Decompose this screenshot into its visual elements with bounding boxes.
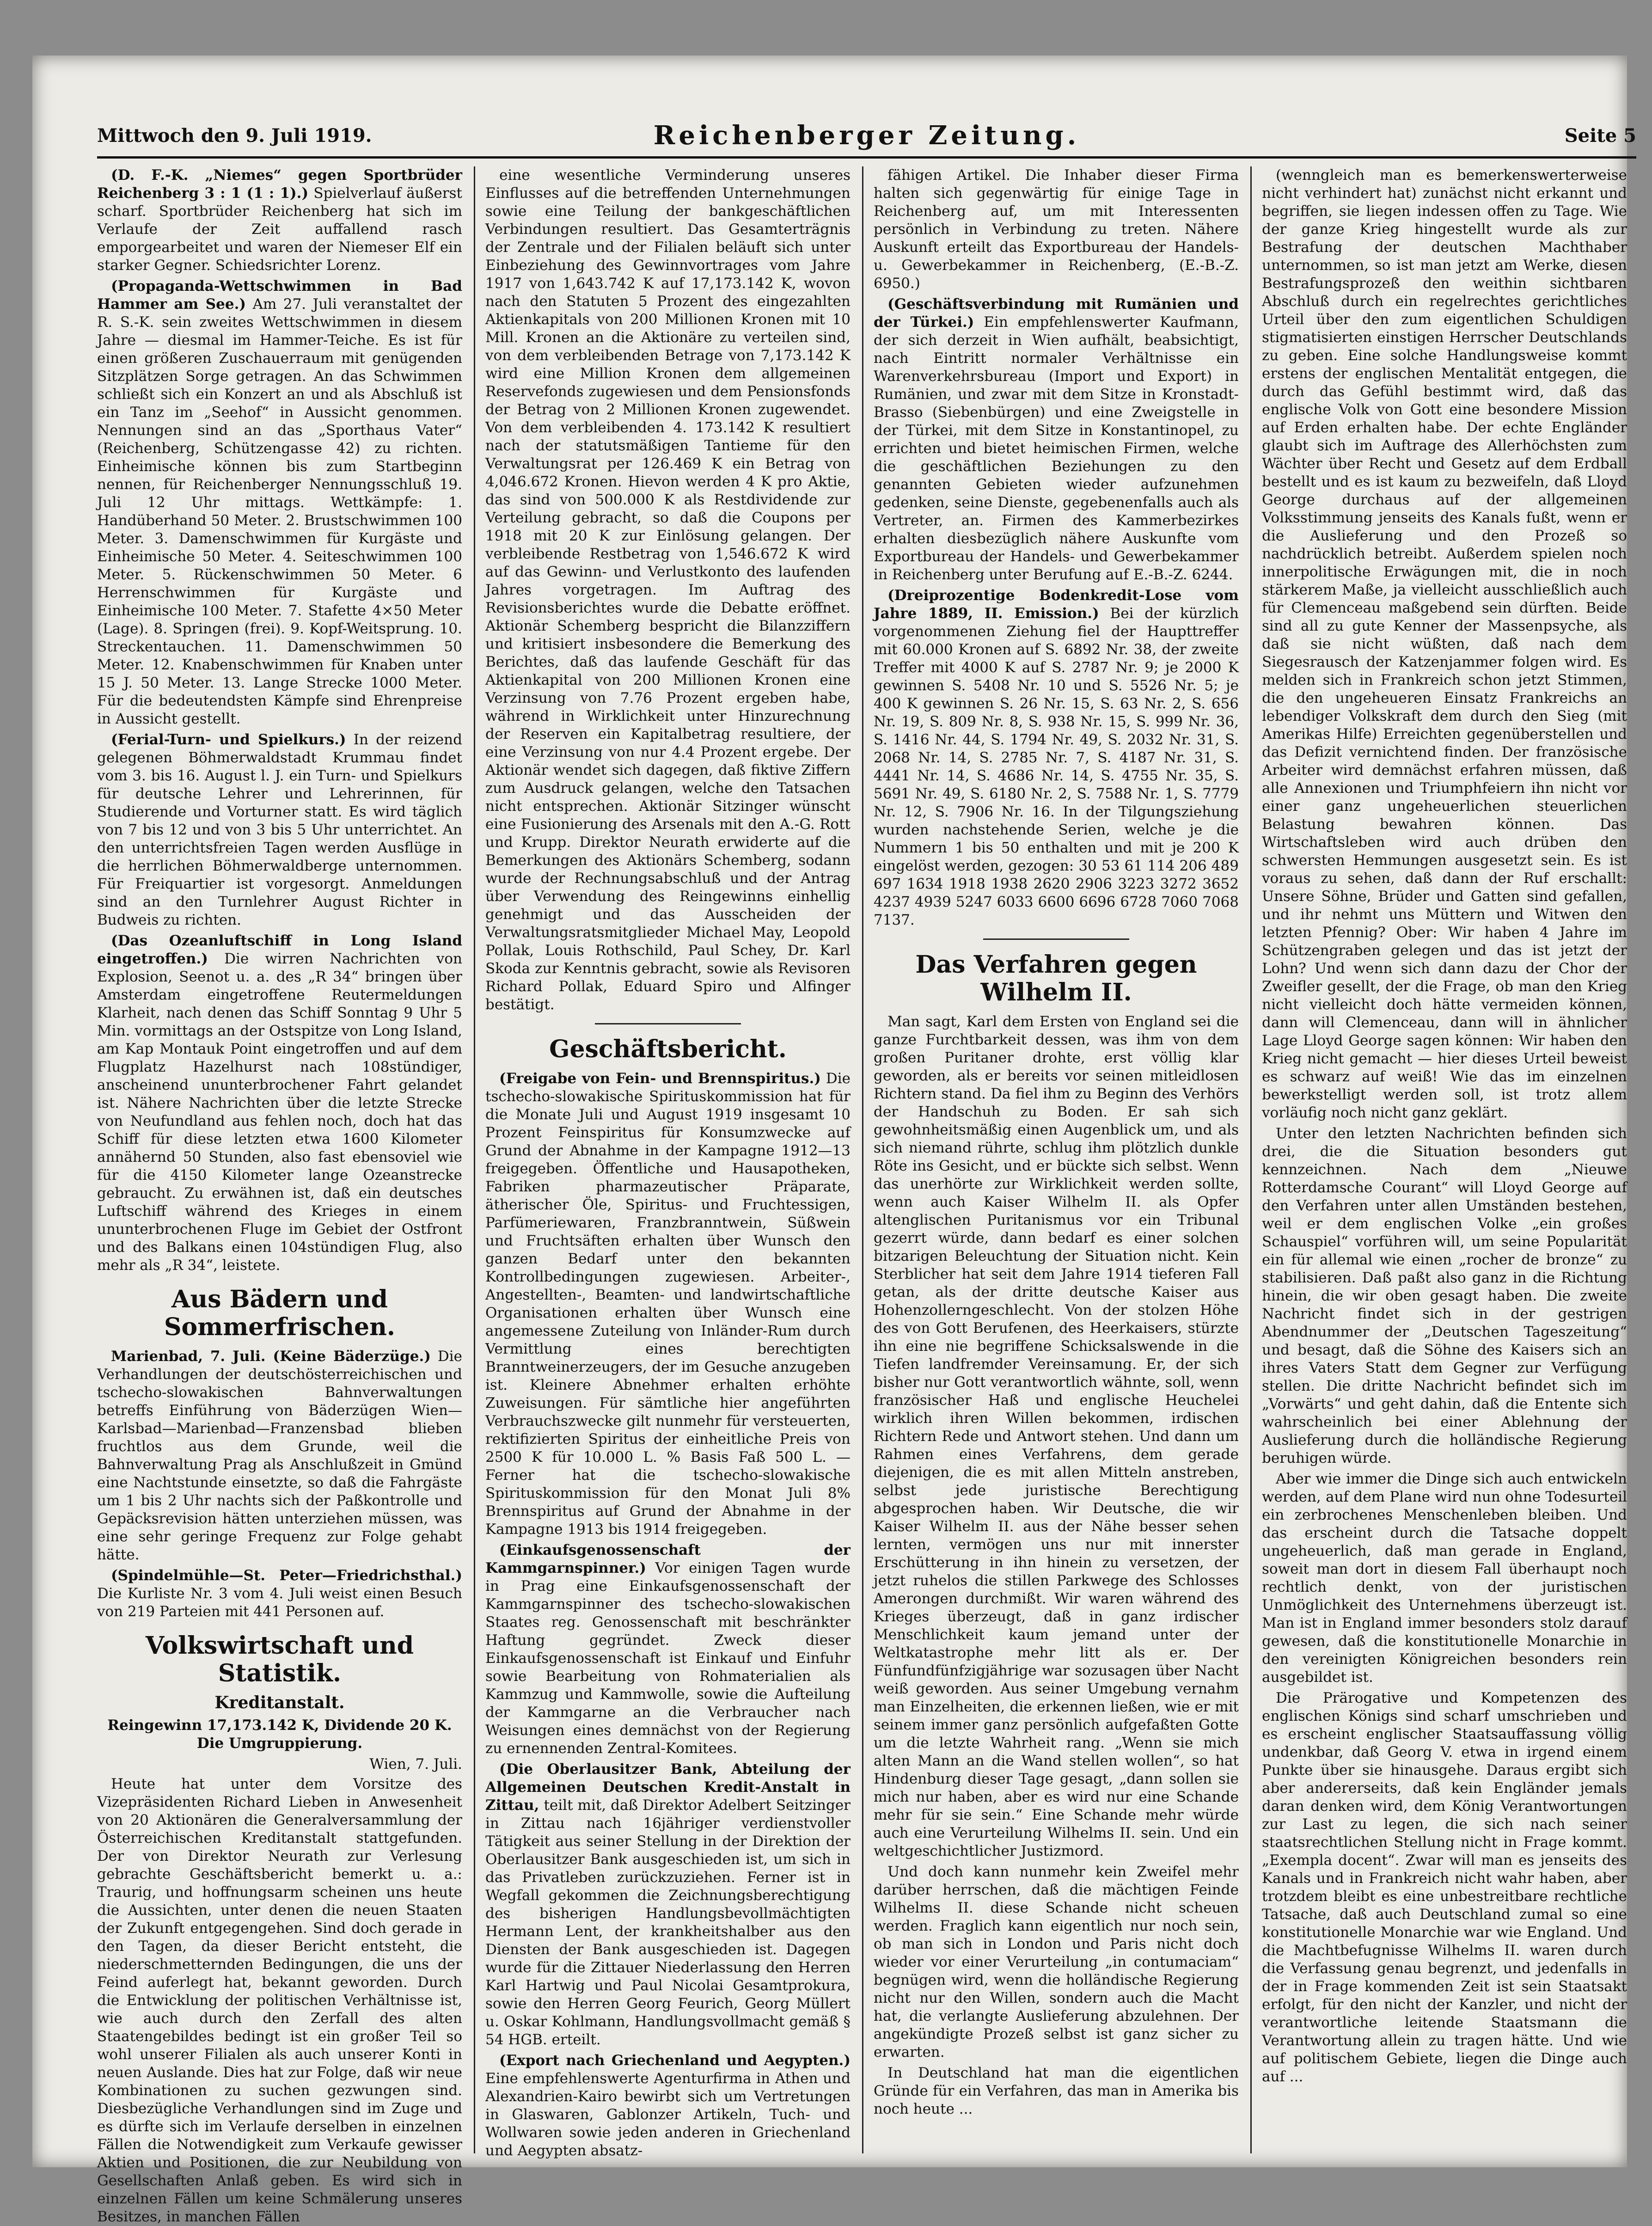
article-lead: (Spindelmühle—St. Peter—Friedrichsthal.) xyxy=(111,1567,462,1584)
masthead xyxy=(97,120,1636,153)
column-3 xyxy=(874,166,1239,2153)
article-lead: (Die Oberlausitzer Bank, Abteilung der Allgemeinen Deutschen Kredit-Anstalt in Zittau, xyxy=(485,1761,850,1814)
column-4 xyxy=(1262,166,1627,2153)
article-lead: (Geschäftsverbindung mit Rumänien und der Türkei.) xyxy=(874,296,1239,331)
article-wilhelm-p7: Die Prärogative und Kompetenzen des englischen Königs sind scharf umschrieben und es erscheint englischer Staatsauffassung völlig undenkbar, daß Georg V. etwa in irgend einem Punkte über sie hinausgehe. Daraus ergibt sich aber andererseits, daß kein Engländer jemals daran denken wird, dem König Verantwortungen zur Last zu legen, die sich nach seiner staatsrechtlichen Stellung nicht in Frage kommt. „Exempla docent“. Zwar will man es jenseits des Kanals und in Frankreich nicht wahr haben, aber trotzdem bleibt es eine unbestreitbare rechtliche Tatsache, daß auch Deutschland zumal so eine konstitutionelle Monarchie war wie England. Und die Machtbefugnisse Wilhelms II. waren durch die Verfassung genau begrenzt, und jedenfalls in der in Frage kommenden Zeit ist sein Staatsakt erfolgt, für den nicht der Kanzler, und nicht der verantwortliche leitende Staatsmann die Verantwortung allein zu tragen hätte. Und wie auf politischem Gebiete, liegen die Dinge auch auf ... xyxy=(1262,1690,1627,2085)
newspaper-page xyxy=(32,55,1636,2225)
article-body: Die Verhandlungen der deutschösterreichischen und tschecho-slowakischen Bahnverwaltungen betreffs Einführung von Bäderzügen Wien—Karlsbad—Marienbad—Franzensbad blieben fruchtlos aus dem Grunde, weil die Bahnverwaltung Prag als Anschlußzeit in Gmünd eine Nachtstunde einsetzte, so daß die Fahrgäste um 1 bis 2 Uhr nachts sich der Paßkontrolle und Gepäcksrevision hätten unterziehen müssen, was eine sehr geringe Frequenz zur Folge gehabt hätte. xyxy=(97,1348,462,1563)
article-body: Die tschecho-slowakische Spirituskommission hat für die Monate Juli und August 1919 insgesamt 10 Prozent Feinspiritus für Konsumzwecke auf Grund der Abnahme in der Kampagne 1912—13 freigegeben. Öffentliche und Hausapotheken, Fabriken pharmazeutischer Präparate, ätherischer Öle, Spiritus- und Fruchtessigen, Parfümeriewaren, Franzbranntwein, Süßwein und Fruchtsäften erhalten über Wunsch den ganzen Bedarf unter den bekannten Kontrollbedingungen zugewiesen. Arbeiter-, Angestellten-, Beamten- und landwirtschaftliche Organisationen erhalten über Wunsch eine angemessene Zuteilung von Inländer-Rum durch Vermittlung eines berechtigten Branntweinerzeugers, der im Gesuche anzugeben ist. Kleinere Abnehmer erhalten erhöhte Zuweisungen. Für sämtliche hier angeführten Verbrauchszwecke gilt nunmehr für versteuerten, rektifizierten Spiritus der einheitliche Preis von 2500 K für 10.000 L. % Basis Faß 500 L. — Ferner hat die tschecho-slowakische Spirituskommission für den Monat Juli 8% Brennspiritus auf Grund der Abnahme in der Kampagne 1913 bis 1914 freigegeben. xyxy=(485,1070,850,1538)
article-lead: Marienbad, 7. Juli. (Keine Bäderzüge.) xyxy=(111,1348,431,1365)
article-lead: (Ferial-Turn- und Spielkurs.) xyxy=(111,731,346,748)
article-body: Eine empfehlenswerte Agenturfirma in Athen und Alexandrien-Kairo bewirbt sich um Vertretungen in Glaswaren, Gablonzer Artikeln, Tuch- und Wollwaren sowie jeden anderen in Griechenland und Aegypten absatz- xyxy=(485,2070,850,2159)
section-heading-wilhelm: Das Verfahren gegen Wilhelm II. xyxy=(915,950,1197,1006)
article-spiritus xyxy=(485,1070,850,1539)
article-wilhelm-p3: In Deutschland hat man die eigentlichen Gründe für ein Verfahren, das man in Amerika bis noch heute ... xyxy=(874,2065,1239,2117)
header-rule xyxy=(97,156,1636,159)
article-lead: (Freigabe von Fein- und Brennspiritus.) xyxy=(499,1070,821,1087)
article-wilhelm-p4: (wenngleich man es bemerkenswerterweise nicht verhindert hat) zunächst nicht erkannt und begriffen, sie liegen indessen offen zu Tage. Wie der ganze Krieg hingestellt wurde als zur Bestrafung der deutschen Machthaber unternommen, so ist man jetzt am Werke, diesen Bestrafungsprozeß den weithin sichtbaren Abschluß durch ein regelrechtes gerichtliches Urteil über den zum eigentlichen Schuldigen stigmatisierten einstigen Herrscher Deutschlands zu geben. Eine solche Handlungsweise kommt erstens der englischen Mentalität entgegen, die durch das Gefühl bestimmt wird, daß das englische Volk von Gott eine besondere Mission auf Erden erhalten habe. Der echte Engländer glaubt sich im Auftrage des Allerhöchsten zum Wächter über Recht und Gesetz auf dem Erdball bestellt und es ist kaum zu bezweifeln, daß Lloyd George durchaus auf der allgemeinen Volksstimmung jenseits des Kanals fußt, wenn er die Auslieferung und den Prozeß so nachdrücklich betreibt. Außerdem spielen noch innerpolitische Erwägungen mit, die in noch stärkerem Maße, ja vielleicht ausschließlich auch für Clemenceau maßgebend sein dürften. Beide sind all zu gute Kenner der Massenpsyche, als daß sie nicht wüßten, daß nach dem Siegesrausch der Katzenjammer folgen wird. Es melden sich in Frankreich schon jetzt Stimmen, die den ungeheueren Einsatz Frankreichs an lebendiger Volkskraft dem durch den Sieg (mit Amerikas Hilfe) Erreichten gegenüberstellen und das Defizit vernichtend finden. Der französische Arbeiter wird demnächst erfahren müssen, daß alle Annexionen und Triumphfeiern ihn nicht vor einer ganz ungeheuerlichen steuerlichen Belastung bewahren können. Das Wirtschaftsleben wird auch drüben den schwersten Hemmungen ausgesetzt sein. Es ist voraus zu sehen, daß dann der Ruf erschallt: Unsere Söhne, Brüder und Gatten sind gefallen, und ihr nehmt uns Müttern und Witwen den letzten Pfennig? Ober: Wir haben 4 Jahre im Schützengraben gelegen und das ist jetzt der Lohn? Und wenn sich dann dazu der Chor der Zweifler gesellt, der die Frage, ob man den Krieg nicht vielleicht doch hätte vermeiden können, dann will Clemenceau, dann will in ähnlicher Lage Lloyd George sagen können: Wir haben den Krieg nicht gemacht — hier dieses Urteil beweist es schwarz auf weiß! Wie das im einzelnen bewerkstelligt werden soll, ist trotz allem vorläufig noch nicht ganz geklärt. xyxy=(1262,167,1627,1121)
section-heading-baeder: Aus Bädern und Sommerfrischen. xyxy=(164,1285,396,1341)
article-export xyxy=(485,2052,850,2160)
article-body: Am 27. Juli veranstaltet der R. S.-K. sein zweites Wettschwimmen in diesem Jahre — diesmal im Hammer-Teiche. Es ist für einen größeren Zuschauerraum mit genügenden Sitzplätzen Sorge getragen. An das Schwimmen schließt sich ein Konzert an und als Abschluß ist ein Tanz im „Seehof“ in Aussicht genommen. Nennungen sind an das „Sporthaus Vater“ (Reichenberg, Schützengasse 42) zu richten. Einheimische können bis zum Startbeginn nennen, für Reichenberger Nennungsschluß 19. Juli 12 Uhr mittags. Wettkämpfe: 1. Handüberhand 50 Meter. 2. Brustschwimmen 100 Meter. 3. Damenschwimmen für Kurgäste und Einheimische 50 Meter. 4. Seiteschwimmen 100 Meter. 5. Rückenschwimmen 50 Meter. 6 Herrenschwimmen für Kurgäste und Einheimische 100 Meter. 7. Stafette 4×50 Meter (Lage). 8. Springen (frei). 9. Kopf-Weitsprung. 10. Streckentauchen. 11. Damenschwimmen 50 Meter. 12. Knabenschwimmen für Knaben unter 15 J. 50 Meter. 13. Lange Strecke 1000 Meter. Für die bedeutendsten Kämpfe sind Ehrenpreise in Aussicht gestellt. xyxy=(97,296,462,727)
section-heading-volkswirtschaft: Volkswirtschaft und Statistik. xyxy=(145,1631,414,1687)
column-rule xyxy=(474,166,475,2153)
article-body: Die Kurliste Nr. 3 vom 4. Juli weist einen Besuch von 219 Parteien mit 441 Personen auf. xyxy=(97,1585,462,1620)
article-body: Bei der kürzlich vorgenommenen Ziehung fiel der Haupttreffer mit 60.000 Kronen auf S. 6892 Nr. 38, der zweite Treffer mit 4000 K auf S. 2787 Nr. 9; je 2000 K gewinnen S. 5408 Nr. 10 und S. 5526 Nr. 5; je 400 K gewinnen S. 26 Nr. 15, S. 63 Nr. 2, S. 656 Nr. 19, S. 809 Nr. 8, S. 938 Nr. 15, S. 999 Nr. 36, S. 1416 Nr. 44, S. 1794 Nr. 49, S. 2032 Nr. 31, S. 2068 Nr. 14, S. 2785 Nr. 7, S. 4187 Nr. 31, S. 4441 Nr. 14, S. 4686 Nr. 14, S. 4755 Nr. 35, S. 5691 Nr. 49, S. 6180 Nr. 2, S. 7588 Nr. 1, S. 7779 Nr. 12, S. 7906 Nr. 16. In der Tilgungsziehung wurden nachstehende Serien, welche je die Nummern 1 bis 50 enthalten und mit je 200 K eingelöst werden, gezogen: 30 53 61 114 206 489 697 1634 1918 1938 2620 2906 3223 3272 3652 4237 4939 5247 6033 6600 6696 6728 7060 7068 7137. xyxy=(874,605,1239,928)
column-rule xyxy=(862,166,863,2153)
article-ferialkurs xyxy=(97,731,462,929)
article-body: Spielverlauf äußerst scharf. Sportbrüder Reichenberg hat sich im Verlaufe der Zeit auffallend rasch emporgearbeitet und waren der Niemeser Elf ein starker Gegner. Schiedsrichter Lorenz. xyxy=(97,185,462,274)
section-divider xyxy=(595,1023,741,1024)
article-wilhelm-p5: Unter den letzten Nachrichten befinden sich drei, die die Situation besonders gut kennzeichnen. Nach dem „Nieuwe Rotterdamsche Courant“ will Lloyd George auf den Verfahren unter allen Umständen bestehen, weil er dem englischen Volke „ein großes Schauspiel“ vorführen will, um seine Popularität ein für allemal wie einen „rocher de bronze“ zu stabilisieren. Daß paßt also ganz in die Richtung hinein, die wir oben gesagt haben. Die zweite Nachricht findet sich in der gestrigen Abendnummer der „Deutschen Tageszeitung“ und besagt, daß die Söhne des Kaisers sich an ihres Vaters Statt dem Gegner zur Verfügung stellen. Die dritte Nachricht befindet sich im „Vorwärts“ und geht dahin, daß die Entente sich wahrscheinlich bei einer Ablehnung der Auslieferung durch die holländische Regierung beruhigen würde. xyxy=(1262,1125,1627,1466)
section-heading-geschaeftsbericht: Geschäftsbericht. xyxy=(549,1035,787,1063)
article-lead: (Export nach Griechenland und Aegypten.) xyxy=(499,2052,850,2069)
article-body: Vor einigen Tagen wurde in Prag eine Einkaufsgenossenschaft der Kammgarnspinner des tschecho-slowakischen Staates reg. Genossenschaft mit beschränkter Haftung gegründet. Zweck dieser Einkaufsgenossenschaft ist Einkauf und Einfuhr sowie Bearbeitung von Rohmaterialien als Kammzug und Kammwolle, sowie die Aufteilung der Kammgarne an die Verbraucher nach Weisungen eines demnächst von der Regierung zu ernennenden Zentral-Komitees. xyxy=(485,1560,850,1757)
article-body: Ein empfehlenswerter Kaufmann, der sich derzeit in Wien aufhält, beabsichtigt, nach Eintritt normaler Verhältnisse ein Warenverkehrsbureau (Import und Export) in Rumänien, und zwar mit dem Sitze in Kronstadt-Brasso (Siebenbürgen) und eine Zweigstelle in der Türkei, mit dem Sitze in Konstantinopel, zu errichten und bietet heimischen Firmen, welche die geschäftlichen Beziehungen zu den genannten Gebieten wieder aufzunehmen gedenken, seine Dienste, gegebenenfalls auch als Vertreter, an. Firmen des Kammerbezirkes erhalten diesbezüglich nähere Auskunfte vom Exportbureau der Handels- und Gewerbekammer in Reichenberg unter Berufung auf E.-B.-Z. 6244. xyxy=(874,314,1239,583)
article-oberlausitzer-bank xyxy=(485,1760,850,2049)
article-kammgarn xyxy=(485,1541,850,1758)
article-lead: (Dreiprozentige Bodenkredit-Lose vom Jahre 1889, II. Emission.) xyxy=(874,587,1239,622)
article-lead: (Einkaufsgenossenschaft der Kammgarnspinner.) xyxy=(485,1542,850,1576)
column-rule xyxy=(1250,166,1252,2153)
column-2 xyxy=(485,166,850,2159)
article-sport-1 xyxy=(97,166,462,275)
article-export-continued: fähigen Artikel. Die Inhaber dieser Firma halten sich gegenwärtig für einige Tage in Reichenberg auf, um mit Interessenten persönlich in Verbindung zu treten. Nähere Auskunft erteilt das Exportbureau der Handels- u. Gewerbekammer in Reichenberg, (E.-B.-Z. 6950.) xyxy=(874,167,1239,292)
page-number: Seite 5 xyxy=(1564,125,1636,147)
article-lead: (Das Ozeanluftschiff in Long Island eingetroffen.) xyxy=(97,932,462,967)
section-divider xyxy=(983,938,1129,940)
dateline: Wien, 7. Juli. xyxy=(369,1756,462,1772)
newspaper-title: Reichenberger Zeitung. xyxy=(653,120,1080,151)
article-kredit-body: Heute hat unter dem Vorsitze des Vizepräsidenten Richard Lieben in Anwesenheit von 20 Aktionären die Generalversammlung der Österreichischen Kreditanstalt stattgefunden. Der von Direktor Neurath zur Verlesung gebrachte Geschäftsbericht bemerkt u. a.: Traurig, und hoffnungsarm scheinen uns heute die Aussichten, unter denen die neuen Staaten der Zukunft entgegengehen. Sind doch gerade in den Tagen, da dieser Bericht entsteht, die niederschmetternden Bedingungen, die uns der Feind auferlegt hat, bekannt geworden. Durch die Entwicklung der politischen Verhältnisse ist, wie auch durch den Zerfall des alten Staatengebildes bedingt ist ein großer Teil so wohl unserer Filialen als auch unserer Konti in neuen Auslande. Dies hat zur Folge, daß wir neue Kombinationen zu suchen gezwungen sind. Diesbezügliche Verhandlungen sind im Zuge und es dürfte sich im Verlaufe derselben in einzelnen Fällen die Notwendigkeit zum Verkaufe gewisser Aktien und Positionen, die zur Neubildung von Gesellschaften Anlaß geben. Es wird sich in einzelnen Fällen um keine Schmälerung unseres Besitzes, in manchen Fällen xyxy=(97,1776,462,2225)
article-kredit-lead: Reingewinn 17,173.142 K, Dividende 20 K. Die Umgruppierung. xyxy=(107,1717,452,1752)
article-lead: (Propaganda-Wettschwimmen in Bad Hammer am See.) xyxy=(97,278,462,313)
article-kredit-continued: eine wesentliche Verminderung unseres Einflusses auf die betreffenden Unternehmungen sowie eine Teilung der bankgeschäftlichen Verbindungen resultiert. Das Gesamterträgnis der Zentrale und der Filialen beläuft sich unter Einbeziehung des Gewinnvortrages vom Jahre 1917 von 1,643.742 K auf 17,173.142 K, wovon nach den Statuten 5 Prozent des eingezahlten Aktienkapitals von 200 Millionen Kronen mit 10 Mill. Kronen an die Aktionäre zu verteilen sind, von dem verbleibenden Betrage von 7,173.142 K wird eine Million Kronen dem allgemeinen Reservefonds zugewiesen und dem Pensionsfonds der Betrag von 2 Millionen Kronen zugewendet. Von dem verbleibenden 4. 173.142 K resultiert nach der statutsmäßigen Tantieme für den Verwaltungsrat per 126.469 K ein Betrag von 4,046.672 Kronen. Hievon werden 4 K pro Aktie, das sind von 500.000 K als Restdividende zur Verteilung gebracht, so daß die Coupons per 1918 mit 20 K zur Einlösung gelangen. Der verbleibende Restbetrag von 1,546.672 K wird auf das Gewinn- und Verlustkonto des laufenden Jahres vorgetragen. Im Auftrag des Revisionsberichtes wurde die Debatte eröffnet. Aktionär Schemberg bespricht die Bilanzziffern und kritisiert insbesondere die Bemerkung des Berichtes, daß das laufende Geschäft für das Aktienkapital von 200 Millionen Kronen eine Verzinsung von 7.76 Prozent ergeben habe, während in Wirklichkeit unter Hinzurechnung der Reserven ein Kapitalbetrag resultiere, der eine Verzinsung von nur 4.4 Prozent ergebe. Der Aktionär wendet sich dagegen, daß fiktive Ziffern zum Ausdruck gelangen, welche den Tatsachen nicht entsprechen. Aktionär Sitzinger wünscht eine Fusionierung des Arsenals mit den A.-G. Rott und Krupp. Direktor Neurath erwiderte auf die Bemerkungen des Aktionärs Schemberg, sodann wurde der Rechnungsabschluß und der Antrag über Verwendung des Reingewinns einhellig genehmigt und das Ausscheiden der Verwaltungsratsmitglieder Michael May, Leopold Pollak, Louis Rothschild, Paul Schey, Dr. Karl Skoda zur Kenntnis gebracht, sowie als Revisoren Richard Pollak, Eduard Spiro und Alfinger bestätigt. xyxy=(485,167,850,1013)
article-lead: (D. F.-K. „Niemes“ gegen Sportbrüder Reichenberg 3 : 1 (1 : 1).) xyxy=(97,167,462,202)
article-body: Die wirren Nachrichten von Explosion, Seenot u. a. des „R 34“ bringen über Amsterdam eingetroffene Reutermeldungen Klarheit, nach denen das Schiff Sonntag 9 Uhr 5 Min. vormittags an der Ostspitze von Long Island, am Kap Montauk Point eingetroffen und auf dem Flugplatz Hazelhurst nach 108stündiger, anscheinend ununterbrochener Fahrt gelandet ist. Nähere Nachrichten über die letzte Strecke von Neufundland aus fehlen noch, doch hat das Schiff für diese letzten etwa 1600 Kilometer annähernd 50 Stunden, also fast ebensoviel wie für die 4150 Kilometer lange Ozeanstrecke gebraucht. Zu erwähnen ist, daß ein deutsches Luftschiff während des Krieges in einem ununterbrochenen Fluge im Gebiet der Ostfront und des Balkans einen 104stündigen Flug, also mehr als „R 34“, leistete. xyxy=(97,950,463,1274)
issue-date: Mittwoch den 9. Juli 1919. xyxy=(97,125,372,147)
column-1 xyxy=(97,166,463,2225)
article-wilhelm-p1: Man sagt, Karl dem Ersten von England sei die ganze Furchtbarkeit dessen, was ihm von dem großen Puritaner drohte, erst völlig klar geworden, als er bereits vor seinen mitleidlosen Richtern stand. Da fiel ihm zu Beginn des Verhörs der Handschuh zu Boden. Er sah sich gewohnheitsmäßig einen Augenblick um, und als sich niemand rührte, schlug ihm plötzlich dunkle Röte ins Gesicht, und er bückte sich selbst. Wenn das unerhörte zur Wirklichkeit werden sollte, wenn auch Kaiser Wilhelm II. als Opfer altenglischen Puritanismus vor ein Tribunal gezerrt würde, dann bedarf es einer solchen bitzarigen Beleuchtung der Situation nicht. Kein Sterblicher hat seit dem Jahre 1914 tieferen Fall getan, als der dritte deutsche Kaiser aus Hohenzollerngeschlecht. Von der stolzen Höhe des von Gott Berufenen, des Heerkaisers, stürzte ihn eine nie begriffene Schicksalswende in die Tiefen landfremder Vereinsamung. Er, der sich bisher nur Gott verantwortlich wähnte, soll, wenn französischer Haß und englische Heuchelei wirklich ihren Willen bekommen, irdischen Richtern Rede und Antwort stehen. Und dann um Rahmen eines Verfahrens, dem gerade diejenigen, die es mit allen Mitteln anstreben, selbst jede juristische Berechtigung abgesprochen haben. Wir Deutsche, die wir Kaiser Wilhelm II. aus der Nähe besser sehen lernten, vermögen uns nur mit innerster Erschütterung in ihn hinein zu versetzen, der jetzt ruhelos die stillen Parkwege des Schlosses Amerongen durchmißt. Wir waren während des Krieges überzeugt, daß in ganz irdischer Menschlichkeit kaum jemand unter der Weltkatastrophe mehr litt als er. Der Fünfundfünfzigjährige war sozusagen über Nacht weiß geworden. Aus seiner Umgebung vernahm man Einzelheiten, die erkennen ließen, wie er mit seinem immer ganz persönlich aufgefaßten Gotte um die letzte Wahrheit rang. „Wenn sie mich alten Mann an die Wand stellen wollen“, so hat Hindenburg dieser Tage gesagt, „dann sollen sie mich nur haben, aber es wird nur eine Schande mehr für sie sein.“ Eine Schande mehr würde auch eine Verurteilung Wilhelms II. sein. Und ein weltgeschichtlicher Justizmord. xyxy=(874,1013,1239,1859)
article-lose xyxy=(874,587,1239,929)
article-wilhelm-p6: Aber wie immer die Dinge sich auch entwickeln werden, auf dem Plane wird nun ohne Todesurteil ein zerbrochenes Menschenleben bleiben. Und das erscheint durch die Tatsache doppelt ungeheuerlich, daß man gerade in England, soweit man dort in diesem Fall überhaupt noch rechtlich denkt, von der juristischen Unmöglichkeit des Unternehmens überzeugt ist. Man ist in England immer besonders stolz darauf gewesen, daß die konstitutionelle Monarchie in den vereinigten Königreichen besonders rein ausgebildet ist. xyxy=(1262,1471,1627,1686)
article-marienbad xyxy=(97,1348,462,1564)
subheading-kreditanstalt: Kreditanstalt. xyxy=(214,1693,345,1712)
article-airship xyxy=(97,932,462,1275)
article-body: teilt mit, daß Direktor Adelbert Seitzinger in Zittau nach 16jähriger verdienstvoller Tätigkeit aus seiner Stellung in der Direktion der Oberlausitzer Bank ausgeschieden ist, um sich in das Privatleben zurückzuziehen. Ferner ist in Wegfall gekommen die Zeichnungsberechtigung des bisherigen Handlungsbevollmächtigten Hermann Lent, der krankheitshalber aus den Diensten der Bank ausgeschieden ist. Dagegen wurde für die Zittauer Niederlassung den Herren Karl Hartwig und Paul Nicolai Gesamtprokura, sowie den Herren Georg Feurich, Georg Müllert u. Oskar Kohlmann, Handlungsvollmacht gemäß § 54 HGB. erteilt. xyxy=(485,1797,850,2048)
article-swimming xyxy=(97,277,462,728)
article-spindelmuehle xyxy=(97,1567,462,1621)
article-wilhelm-p2: Und doch kann nunmehr kein Zweifel mehr darüber herrschen, daß die mächtigen Feinde Wilhelms II. diese Schande nicht scheuen werden. Fraglich kann eigentlich nur noch sein, ob man sich in London und Paris nicht doch wieder vor einer Verurteilung „in contumaciam“ begnügen wird, wenn die holländische Regierung nicht nur den Willen, sondern auch die Macht hat, die verlangte Auslieferung abzulehnen. Der angekündigte Prozeß selbst ist ganz sicher zu erwarten. xyxy=(874,1864,1239,2060)
article-rumaenien xyxy=(874,295,1239,584)
article-body: In der reizend gelegenen Böhmerwaldstadt Krummau findet vom 3. bis 16. August l. J. ein Turn- und Spielkurs für deutsche Lehrer und Lehrerinnen, für Studierende und Vorturner statt. Es wird täglich von 7 bis 12 und von 3 bis 5 Uhr unterrichtet. An den unterrichtsfreien Tagen werden Ausflüge in die herrlichen Böhmerwaldberge unternommen. Für Freiquartier ist vorgesorgt. Anmeldungen sind an den Turnlehrer August Richter in Budweis zu richten. xyxy=(97,731,462,928)
